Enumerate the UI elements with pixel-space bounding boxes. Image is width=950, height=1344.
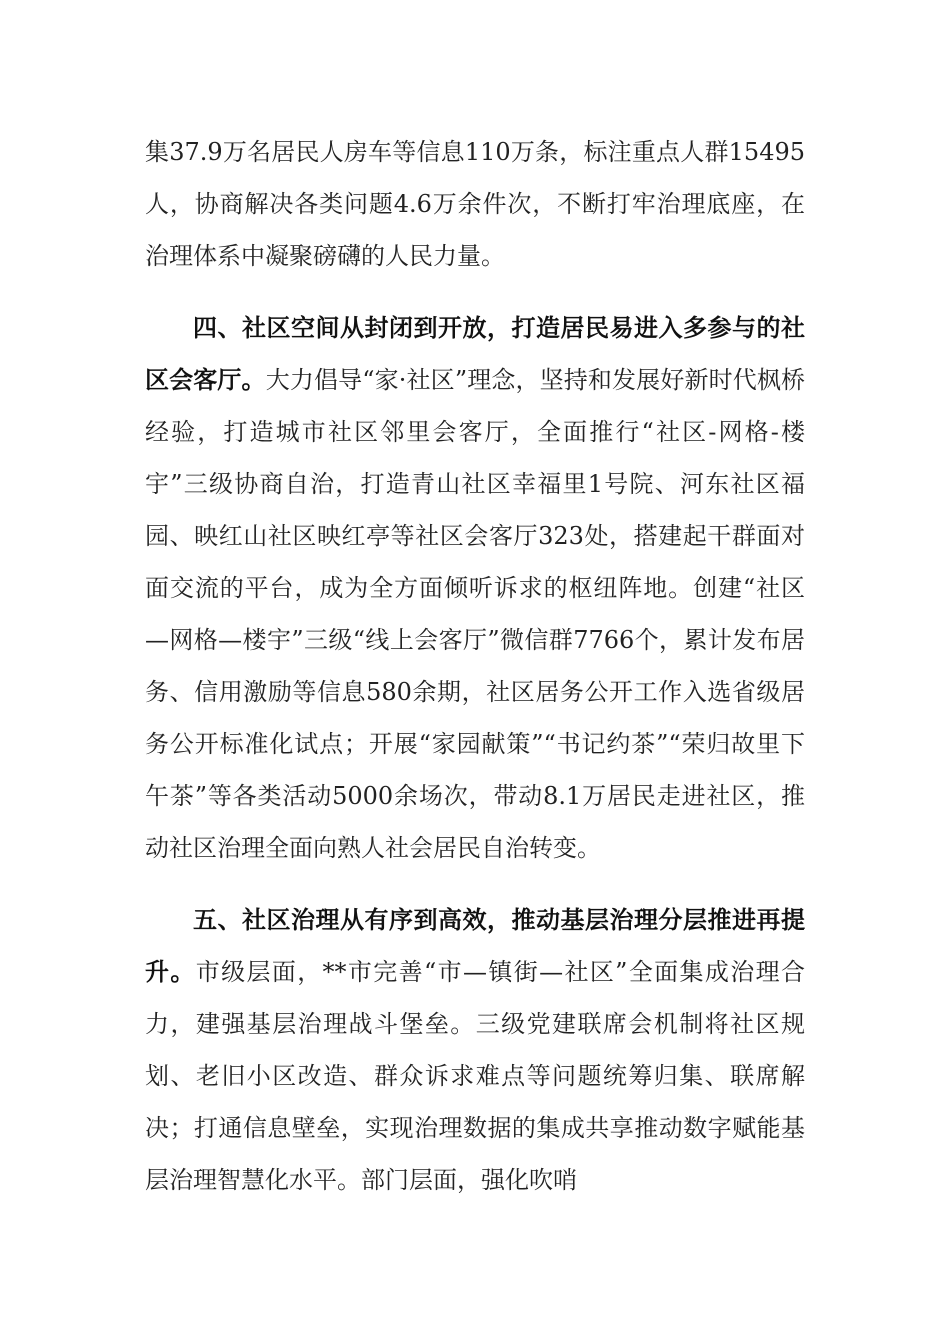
paragraph-text: 市级层面，**市完善“市—镇街—社区”全面集成治理合力，建强基层治理战斗堡垒。三级党建联席会机制将社区规划、老旧小区改造、群众诉求难点等问题统筹归集、联席解决；打通信息壁垒，实现治理数据的集成共享推动数字赋能基层治理智慧化水平。部门层面，强化吹哨 xyxy=(145,958,805,1194)
paragraph-section-four xyxy=(145,302,805,874)
document-body xyxy=(145,126,805,1206)
paragraph-text: 集37.9万名居民人房车等信息110万条，标注重点人群15495人，协商解决各类问题4.6万余件次，不断打牢治理底座，在治理体系中凝聚磅礴的人民力量。 xyxy=(145,138,805,270)
paragraph-text: 大力倡导“家·社区”理念，坚持和发展好新时代枫桥经验，打造城市社区邻里会客厅，全面推行“社区-网格-楼宇”三级协商自治，打造青山社区幸福里1号院、河东社区福园、映红山社区映红亭等社区会客厅323处，搭建起干群面对面交流的平台，成为全方面倾听诉求的枢纽阵地。创建“社区—网格—楼宇”三级“线上会客厅”微信群7766个，累计发布居务、信用激励等信息580余期，社区居务公开工作入选省级居务公开标准化试点；开展“家园献策”“书记约茶”“荣归故里下午茶”等各类活动5000余场次，带动8.1万居民走进社区，推动社区治理全面向熟人社会居民自治转变。 xyxy=(145,366,805,862)
paragraph-section-five xyxy=(145,894,805,1206)
section-heading: 四、社区空间从封闭到开放，打造居民易进入多参与的社区会客厅。 xyxy=(145,314,805,394)
section-heading: 五、社区治理从有序到高效，推动基层治理分层推进再提升。 xyxy=(145,906,805,986)
paragraph-continuation xyxy=(145,126,805,282)
